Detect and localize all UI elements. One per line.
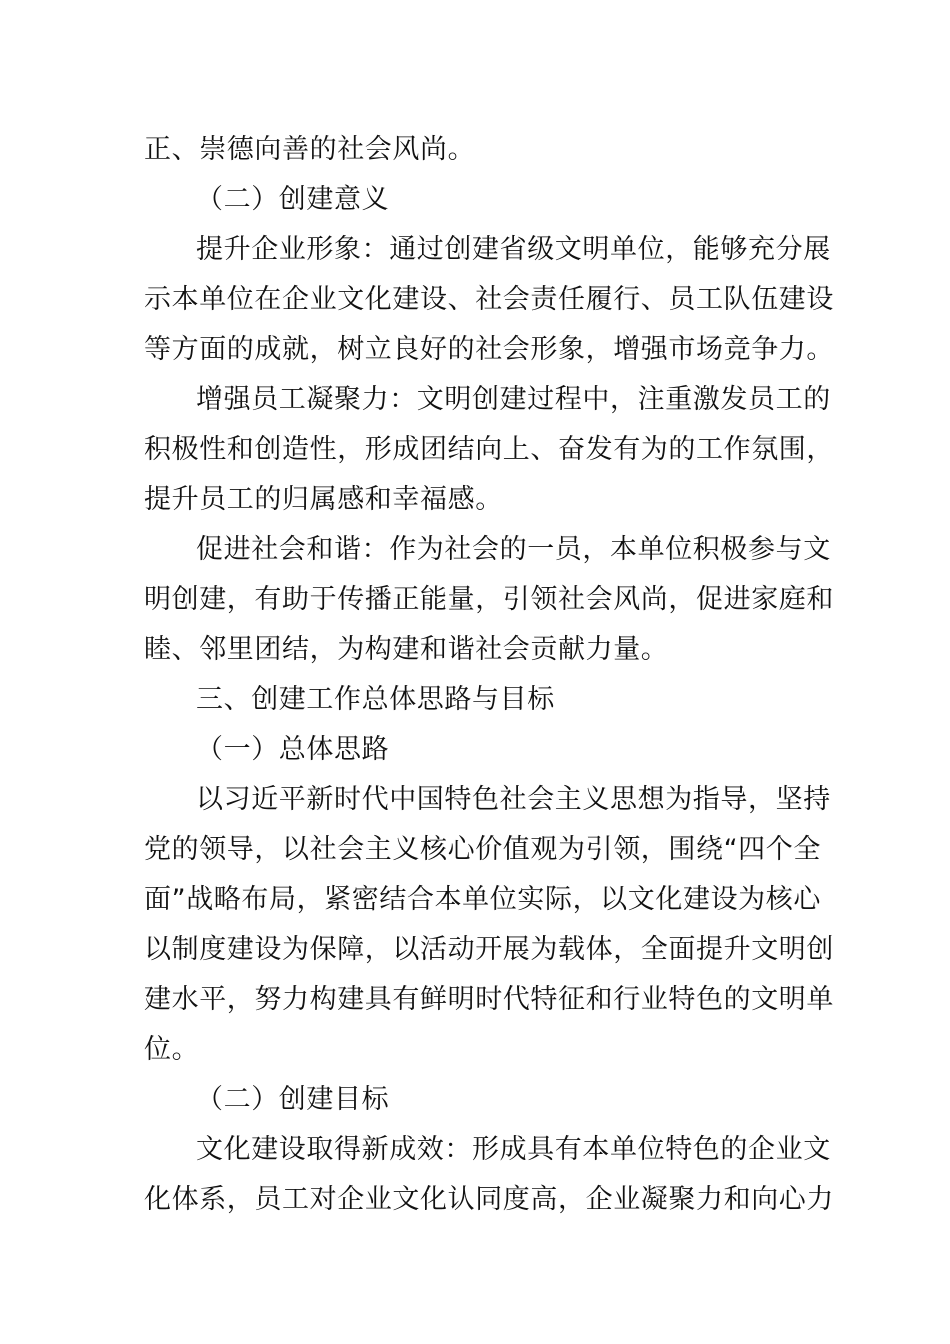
paragraph-line: 积极性和创造性，形成团结向上、奋发有为的工作氛围，	[144, 434, 834, 465]
paragraph-line: 睦、邻里团结，为构建和谐社会贡献力量。	[144, 634, 669, 665]
paragraph-line: 提升员工的归属感和幸福感。	[144, 484, 503, 515]
section-heading: 三、创建工作总体思路与目标	[196, 684, 555, 715]
paragraph-line: 党的领导，以社会主义核心价值观为引领，围绕“四个全	[144, 834, 821, 865]
paragraph-line: 等方面的成就，树立良好的社会形象，增强市场竞争力。	[144, 334, 834, 365]
paragraph-line: 以习近平新时代中国特色社会主义思想为指导，坚持	[196, 784, 831, 815]
paragraph-line: 提升企业形象：通过创建省级文明单位，能够充分展	[196, 234, 831, 265]
paragraph-line: 文化建设取得新成效：形成具有本单位特色的企业文	[196, 1134, 831, 1165]
paragraph-line: 建水平，努力构建具有鲜明时代特征和行业特色的文明单	[144, 984, 834, 1015]
subheading-overall-approach: （一）总体思路	[196, 734, 390, 765]
paragraph-line: 促进社会和谐：作为社会的一员，本单位积极参与文	[196, 534, 831, 565]
subheading-creation-goals: （二）创建目标	[196, 1084, 390, 1115]
paragraph-line: 明创建，有助于传播正能量，引领社会风尚，促进家庭和	[144, 584, 834, 615]
paragraph-line: 面”战略布局，紧密结合本单位实际，以文化建设为核心	[144, 884, 821, 915]
paragraph-line: 示本单位在企业文化建设、社会责任履行、员工队伍建设	[144, 284, 834, 315]
paragraph-line: 化体系，员工对企业文化认同度高，企业凝聚力和向心力	[144, 1184, 834, 1215]
paragraph-line: 正、崇德向善的社会风尚。	[144, 134, 476, 165]
subheading-creation-significance: （二）创建意义	[196, 184, 390, 215]
paragraph-line: 以制度建设为保障，以活动开展为载体，全面提升文明创	[144, 934, 834, 965]
paragraph-line: 增强员工凝聚力：文明创建过程中，注重激发员工的	[196, 384, 831, 415]
paragraph-line: 位。	[144, 1034, 200, 1065]
